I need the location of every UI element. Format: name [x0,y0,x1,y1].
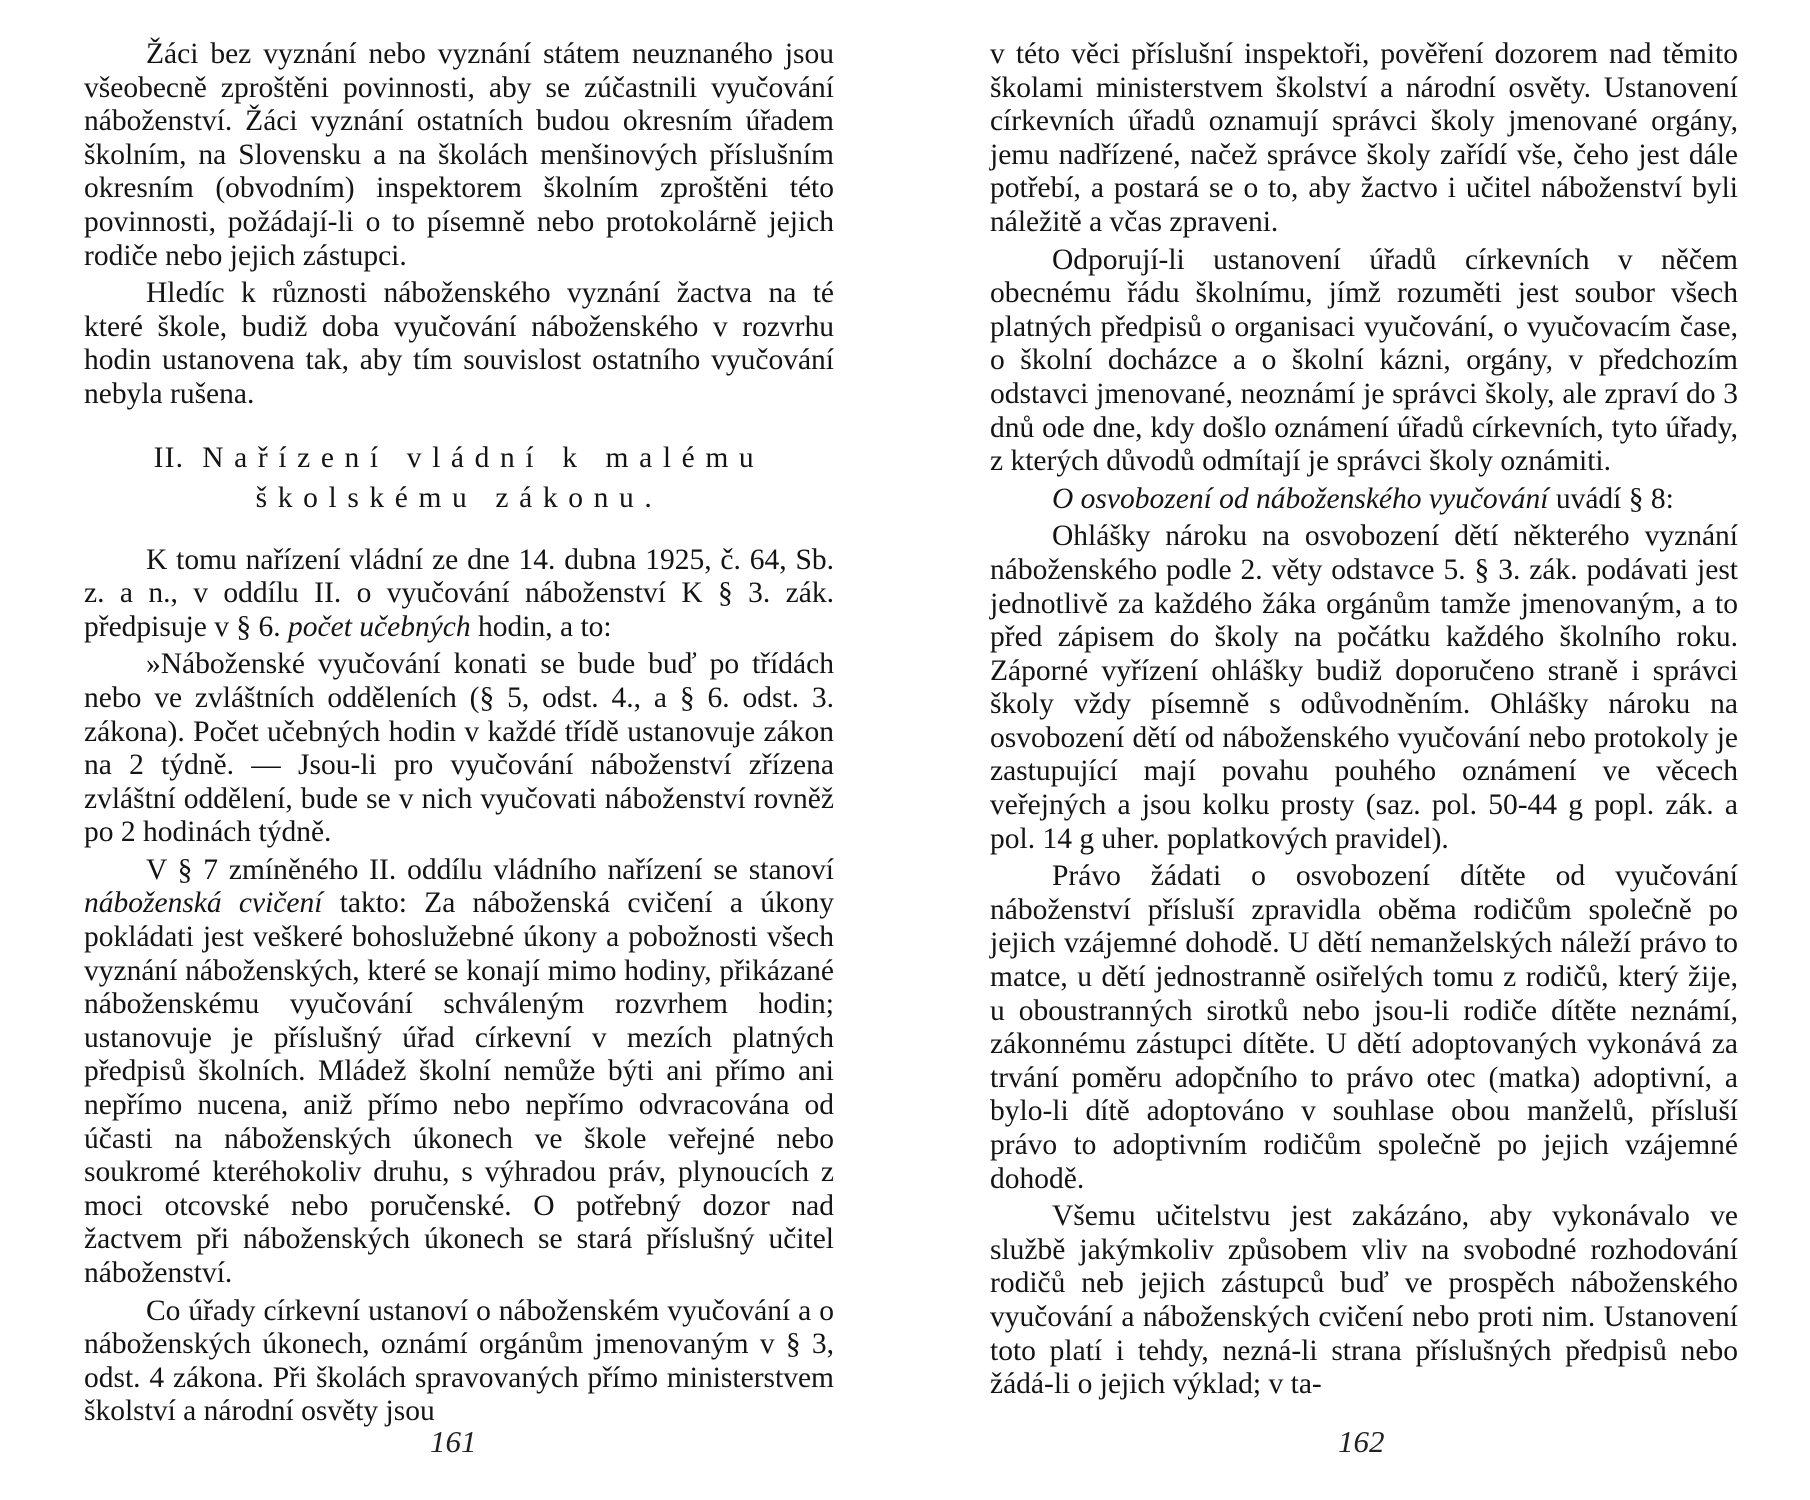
paragraph: v této věci příslušní inspektoři, pověření dozorem nad těmito školami ministerstvem školství a národní osvěty. Ustanovení církevních úřadů oznamují správci školy jmenované orgány, jemu nadřízené, načež správce školy zařídí vše, čeho jest dále potřebí, a postará se o to, aby žactvo i učitel náboženství byli náležitě a včas zpraveni. [990,38,1738,238]
text-run: hodin, a to: [478,610,612,643]
paragraph: Žáci bez vyznání nebo vyznání státem neuznaného jsou všeobecně zproštěni povinnosti, aby se zúčastnili vyučování náboženství. Žáci vyznání ostatních budou okresním úřadem školním, na Slovensku a na školách menšinových příslušním okresním (obvodním) inspektorem školním zproštěni této povinnosti, požádají-li o to písemně nebo protokolárně jejich rodiče nebo jejich zástupci. [84,38,834,272]
page-number: 161 [430,1424,477,1459]
right-page [990,38,1738,1406]
page-number: 162 [1338,1424,1385,1459]
italic-text: O osvobození od náboženského vyučování [1052,482,1549,515]
paragraph: »Náboženské vyučování konati se bude buď po třídách nebo ve zvláštních odděleních (§ 5, odst. 4., a § 6. odst. 3. zákona). Počet učebných hodin v každé třídě ustanovuje zákon na 2 týdně. — Jsou-li pro vyučování náboženství zřízena zvláštní oddělení, bude se v nich vyučovati náboženství rovněž po 2 hodinách týdně. [84,648,834,849]
left-page [84,38,834,1433]
paragraph: Ohlášky nároku na osvobození dětí některého vyznání náboženského podle 2. věty odstavce 5. § 3. zák. podávati jest jednotlivě za každého žáka orgánům tamže jmenovaným, a to před zápisem do školy na počátku každého školního roku. Záporné vyřízení ohlášky budiž doporučeno straně i správci školy vždy písemně s odůvodněním. Ohlášky nároku na osvobození dětí od náboženského vyučování nebo protokoly je zastupující mají povahu pouhého oznámení ve věcech veřejných a jsou kolku prosty (saz. pol. 50-44 g popl. zák. a pol. 14 g uher. poplatkových pravidel). [990,520,1738,855]
paragraph: Co úřady církevní ustanoví o náboženském vyučování a o náboženských úkonech, oznámí orgánům jmenovaným v § 3, odst. 4 zákona. Při školách spravovaných přímo ministerstvem školství a národní osvěty jsou [84,1294,834,1428]
section-heading-text: Nařízení vládní k malému školskému zákonu. [202,441,765,514]
text-run: takto: Za náboženská cvičení a úkony pokládati jest veškeré bohoslužebné úkony a pobožnosti všech vyznání náboženských, které se konají mimo hodiny, přikázané náboženskému vyučování schváleným rozvrhem hodin; ustanovuje je příslušný úřad církevní v mezích platných předpisů školních. Mládež školní nemůže býti ani přímo ani nepřímo nucena, aniž přímo nebo nepřímo odvracována od účasti na náboženských úkonech ve škole veřejné nebo soukromé kteréhokoliv druhu, s výhradou práv, plynoucích z moci otcovské nebo poručenské. O potřebný dozor nad žactvem při náboženských úkonech se stará příslušný učitel náboženství. [84,887,834,1289]
paragraph: Odporují-li ustanovení úřadů církevních v něčem obecnému řádu školnímu, jímž rozuměti jest soubor všech platných předpisů o organisaci vyučování, o vyučovacím čase, o školní docházce a o školní kázni, orgány, v předchozím odstavci jmenované, neoznámí je správci školy, ale zpraví do 3 dnů ode dne, kdy došlo oznámení úřadů církevních, tyto úřady, z kterých důvodů odmítají je správci školy oznámiti. [990,243,1738,478]
italic-text: náboženská cvičení [84,887,323,920]
paragraph: Právo žádati o osvobození dítěte od vyučování náboženství přísluší zpravidla oběma rodičům společně po jejich vzájemné dohodě. U dětí nemanželských náleží právo to matce, u dětí jednostranně osiřelých tomu z rodičů, který žije, u oboustranných sirotků nebo jsou-li rodiče dítěte neznámí, zákonnému zástupci dítěte. U dětí adoptovaných vykonává za trvání poměru adopčního to právo otec (matka) adoptivní, a bylo-li dítě adoptováno v souhlase obou manželů, přísluší právo to adoptivním rodičům společně po jejich vzájemné dohodě. [990,860,1738,1195]
paragraph [990,483,1738,517]
text-run: K tomu nařízení vládní ze dne 14. dubna 1925, č. 64, Sb. z. a n., v oddílu II. o vyučování náboženství K § 3. zák. předpisuje v § 6. [84,543,834,643]
paragraph: Všemu učitelstvu jest zakázáno, aby vykonávalo ve službě jakýmkoliv způsobem vliv na svobodné rozhodování rodičů neb jejich zástupců buď ve prospěch náboženského vyučování a náboženských cvičení nebo proti nim. Ustanovení toto platí i tehdy, nezná-li strana příslušných předpisů nebo žádá-li o jejich výklad; v ta- [990,1200,1738,1401]
paragraph [84,544,834,645]
paragraph: Hledíc k různosti náboženského vyznání žactva na té které škole, budiž doba vyučování náboženského v rozvrhu hodin ustanovena tak, aby tím souvislost ostatního vyučování nebyla rušena. [84,277,834,410]
paragraph [84,854,834,1291]
section-heading [84,438,834,518]
section-heading-number: II. [153,441,185,474]
text-run: V § 7 zmíněného II. oddílu vládního nařízení se stanoví [146,853,834,886]
italic-text: počet učebných [288,610,471,643]
text-run: uvádí § 8: [1555,482,1674,515]
